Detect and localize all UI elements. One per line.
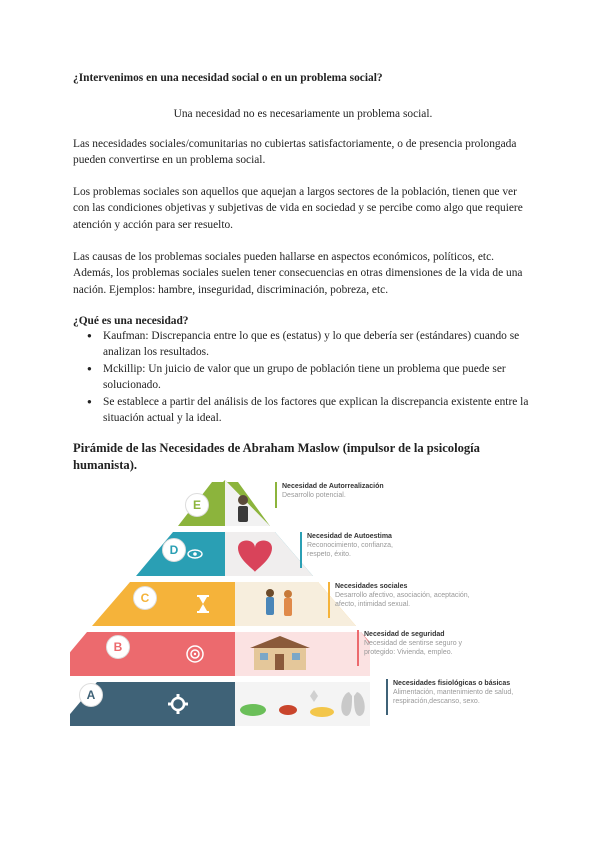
food-icon — [240, 704, 266, 716]
level-b-annotation — [364, 630, 494, 657]
level-a-title: Necesidades fisiológicas o básicas — [393, 680, 511, 687]
list-item-mckillip: ● Mckillip: Un juicio de valor que un grupo de población tiene un problema que puede ser solucionado. — [73, 361, 533, 394]
list-item-kaufman: ● Kaufman: Discrepancia entre lo que es (estatus) y lo que debería ser (estándares) cuando se analizan los resultados. — [73, 328, 533, 361]
heading-intervenimos: ¿Intervenimos en una necesidad social o en un problema social? — [73, 72, 383, 84]
level-d-title: Necesidad de Autoestima — [307, 533, 392, 540]
level-b-title: Necesidad de seguridad — [364, 631, 445, 638]
level-e-description: Desarrollo potencial. — [282, 492, 346, 499]
level-a-annotation — [393, 679, 528, 706]
level-c-separator — [328, 582, 330, 618]
paragraph-causas: Las causas de los problemas sociales pueden hallarse en aspectos económicos, políticos, etc. Además, los problemas sociales suelen tener consecuencias en otras dimensiones de la vida de una nación. Ejemplos: hambre, inseguridad, discriminación, pobreza, etc. — [73, 251, 523, 296]
centered-statement: Una necesidad no es necesariamente un problema social. — [173, 108, 433, 120]
level-e-annotation — [282, 482, 422, 500]
level-d-separator — [300, 532, 302, 568]
level-c-description: Desarrollo afectivo, asociación, aceptación, afecto, intimidad sexual. — [335, 592, 470, 608]
level-d-annotation — [307, 532, 417, 559]
paragraph-problemas: Los problemas sociales son aquellos que aquejan a largos sectores de la población, tienen que ver con las condiciones objetivas y subjetivas de vida en sociedad y se percibe como algo que requiere atención y acción para ser resuelto. — [73, 186, 523, 231]
level-b-separator — [357, 630, 359, 666]
level-b-badge: B — [106, 635, 130, 659]
definitions-list — [73, 328, 533, 426]
level-a-separator — [386, 679, 388, 715]
pyramid-graphic — [70, 478, 370, 734]
level-e-separator — [275, 482, 277, 508]
maslow-pyramid — [70, 478, 530, 734]
person-icon — [238, 495, 248, 505]
level-c-badge: C — [133, 586, 157, 610]
level-e-title: Necesidad de Autorrealización — [282, 483, 384, 490]
heading-que-es-necesidad: ¿Qué es una necesidad? — [73, 315, 189, 327]
list-item-analisis: ● Se establece a partir del análisis de los factores que explican la discrepancia existente entre la situación actual y la ideal. — [73, 394, 533, 427]
level-a-description: Alimentación, mantenimiento de salud, respiración,descanso, sexo. — [393, 689, 514, 705]
level-e-badge: E — [185, 493, 209, 517]
level-d-badge: D — [162, 538, 186, 562]
level-a-badge: A — [79, 683, 103, 707]
level-c-title: Necesidades sociales — [335, 583, 408, 590]
heading-piramide-maslow: Pirámide de las Necesidades de Abraham Maslow (impulsor de la psicología humanista). — [73, 441, 480, 472]
level-b-description: Necesidad de sentirse seguro y protegido: Vivienda, empleo. — [364, 640, 463, 656]
level-c-annotation — [335, 582, 485, 609]
level-d-description: Reconocimiento, confianza, respeto, éxito. — [307, 542, 393, 558]
paragraph-necesidades: Las necesidades sociales/comunitarias no cubiertas satisfactoriamente, o de presencia prolongada pueden convertirse en un problema social. — [73, 138, 517, 167]
